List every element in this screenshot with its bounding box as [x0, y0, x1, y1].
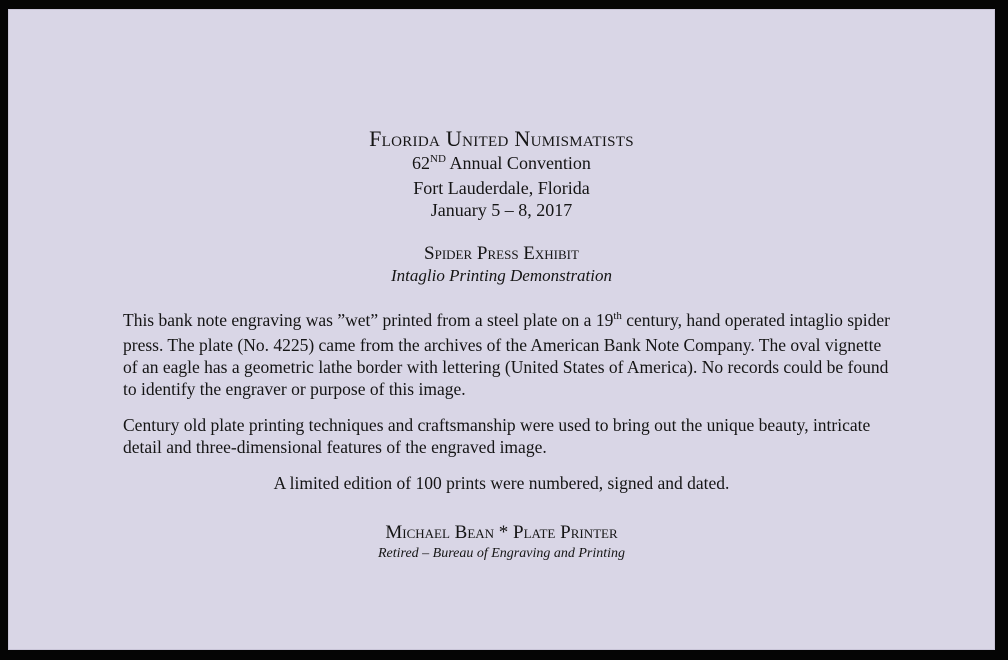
organization-title: Florida United Numismatists [369, 126, 634, 151]
paragraph-limited-edition: A limited edition of 100 prints were numbered, signed and dated. [273, 473, 730, 493]
convention-line [8, 152, 995, 177]
paragraph-engraving [123, 309, 893, 400]
paragraph-techniques: Century old plate printing techniques and craftsmanship were used to bring out the unique beauty, intricate detail and three-dimensional features of the engraved image. [123, 415, 871, 457]
exhibit-subtitle: Intaglio Printing Demonstration [391, 266, 612, 285]
exhibit-heading [8, 243, 995, 287]
signature-name: Michael Bean * Plate Printer [385, 522, 618, 543]
card [8, 9, 995, 650]
dates-line: January 5 – 8, 2017 [430, 200, 573, 220]
convention-suffix: ND [430, 153, 446, 165]
exhibit-title: Spider Press Exhibit [424, 243, 579, 264]
signature-block [8, 522, 995, 564]
century-suffix: th [613, 310, 622, 322]
location-line: Fort Lauderdale, Florida [413, 178, 590, 198]
convention-rest: Annual Convention [445, 153, 591, 173]
paragraph-engraving-part2: century, hand operated intaglio spider press. The plate (No. 4225) came from the archives of the American Bank Note Company. The oval vignette of an eagle has a geometric lathe border with lettering (United States of America). No records could be found to identify the engraver or purpose of this image. [123, 310, 890, 399]
paragraph-engraving-part1: This bank note engraving was ”wet” printed from a steel plate on a 19 [123, 310, 614, 330]
signature-subtitle: Retired – Bureau of Engraving and Printing [377, 546, 626, 561]
header [8, 126, 995, 221]
convention-number: 62 [412, 153, 431, 173]
